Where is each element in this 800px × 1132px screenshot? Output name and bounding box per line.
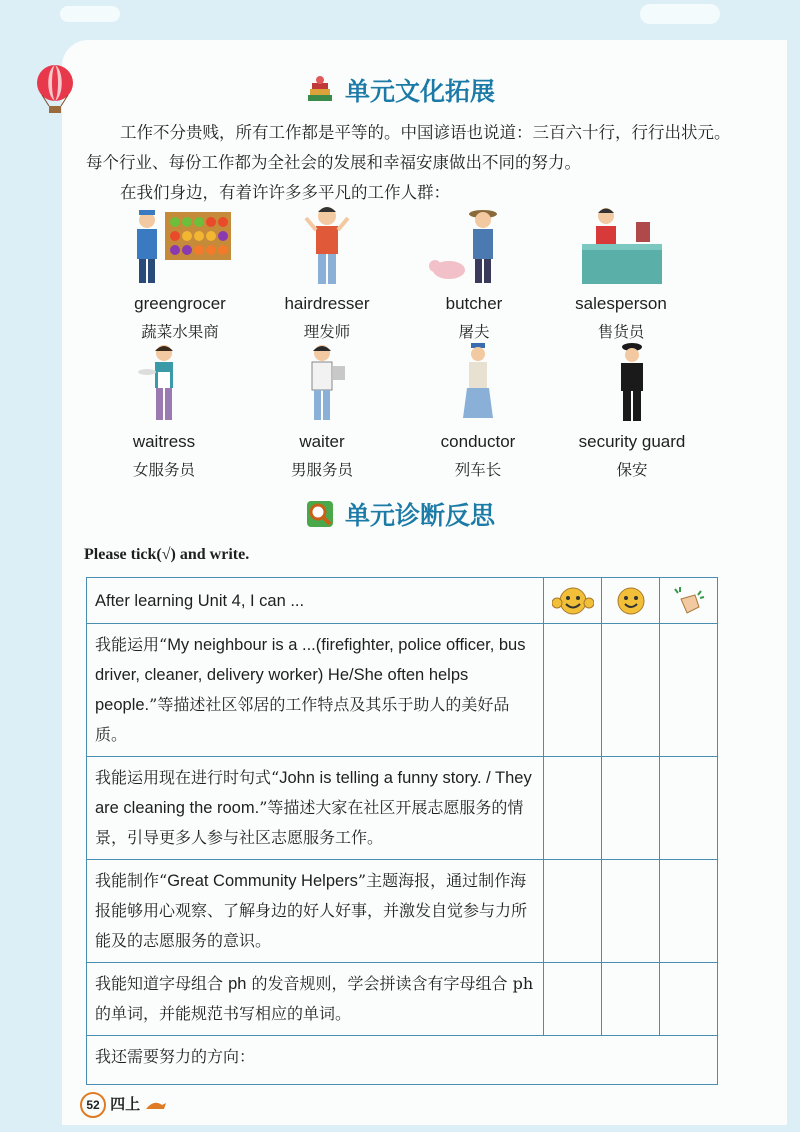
culture-section-title bbox=[0, 72, 800, 108]
table-row bbox=[87, 962, 717, 1035]
improvement-field[interactable] bbox=[87, 1036, 717, 1084]
security-guard-illustration bbox=[577, 342, 687, 424]
improvement-label: 我还需要努力的方向： bbox=[95, 1047, 256, 1066]
fist-cheer-icon bbox=[671, 585, 707, 617]
smiley-icon bbox=[615, 585, 647, 617]
improvement-row bbox=[87, 1035, 717, 1084]
job-conductor bbox=[398, 342, 558, 480]
tick-cell[interactable] bbox=[544, 963, 602, 1035]
intro-paragraph: 工作不分贵贱，所有工作都是平等的。中国谚语也说道：三百六十行，行行出状元。每个行业、每份工作都为全社会的发展和幸福安康做出不同的努力。 bbox=[86, 123, 731, 172]
tick-cell[interactable] bbox=[602, 624, 660, 756]
can-do-statement: 我能运用现在进行时句式“John is telling a funny story. / They are cleaning the room.”等描述大家在社区开展志愿服务的情景，引导更多人参与社区志愿服务工作。 bbox=[87, 757, 544, 859]
butcher-illustration bbox=[419, 204, 529, 286]
can-do-statement: 我能制作“Great Community Helpers”主题海报，通过制作海报能够用心观察、了解身边的好人好事，并激发自觉参与力所能及的志愿服务的意识。 bbox=[87, 860, 544, 962]
job-en-label: waitress bbox=[132, 432, 196, 451]
tick-cell[interactable] bbox=[544, 757, 602, 859]
instruction: Please tick(√) and write. bbox=[84, 546, 250, 563]
tick-cell[interactable] bbox=[660, 624, 717, 756]
tick-cell[interactable] bbox=[602, 963, 660, 1035]
tick-cell[interactable] bbox=[660, 963, 717, 1035]
rating-try-harder-cell bbox=[660, 578, 717, 623]
table-row bbox=[87, 623, 717, 756]
can-do-statement: 我能知道字母组合 ph 的发音规则，学会拼读含有字母组合 ph 的单词，并能规范书写相应的单词。 bbox=[87, 963, 544, 1035]
greengrocer-illustration bbox=[125, 204, 235, 286]
table-row bbox=[87, 756, 717, 859]
tick-cell[interactable] bbox=[544, 624, 602, 756]
header-label: After learning Unit 4, I can ... bbox=[95, 591, 305, 610]
job-zh-label: 屠夫 bbox=[458, 323, 490, 341]
waitress-illustration bbox=[109, 342, 219, 424]
job-en-label: conductor bbox=[440, 432, 516, 451]
self-assessment-table bbox=[86, 577, 718, 1085]
job-security-guard bbox=[552, 342, 712, 480]
thumbs-up-smiley-icon bbox=[552, 585, 594, 617]
job-greengrocer bbox=[100, 204, 260, 342]
grade-label: 四上 bbox=[110, 1095, 141, 1113]
page-footer bbox=[80, 1092, 168, 1118]
job-waiter bbox=[242, 342, 402, 480]
hairdresser-illustration bbox=[272, 204, 382, 286]
job-en-label: hairdresser bbox=[284, 294, 370, 313]
job-en-label: butcher bbox=[445, 294, 503, 313]
waiter-illustration bbox=[267, 342, 377, 424]
job-zh-label: 男服务员 bbox=[290, 461, 353, 479]
tick-cell[interactable] bbox=[660, 757, 717, 859]
tick-cell[interactable] bbox=[602, 757, 660, 859]
rating-excellent-cell bbox=[544, 578, 602, 623]
job-en-label: greengrocer bbox=[134, 294, 226, 313]
job-zh-label: 女服务员 bbox=[132, 461, 195, 479]
culture-title-text: 单元文化拓展 bbox=[344, 77, 495, 106]
table-row bbox=[87, 859, 717, 962]
conductor-illustration bbox=[423, 342, 533, 424]
job-zh-label: 蔬菜水果商 bbox=[141, 323, 219, 341]
job-zh-label: 售货员 bbox=[597, 323, 645, 341]
reflection-section-title bbox=[0, 496, 800, 532]
job-en-label: waiter bbox=[299, 432, 345, 451]
magnifier-icon bbox=[305, 499, 335, 529]
job-zh-label: 保安 bbox=[616, 461, 648, 479]
job-en-label: salesperson bbox=[575, 294, 667, 313]
tick-cell[interactable] bbox=[660, 860, 717, 962]
tick-cell[interactable] bbox=[602, 860, 660, 962]
salesperson-illustration bbox=[566, 204, 676, 286]
book-stack-icon bbox=[305, 75, 335, 105]
job-zh-label: 列车长 bbox=[454, 461, 502, 479]
job-hairdresser bbox=[247, 204, 407, 342]
tick-cell[interactable] bbox=[544, 860, 602, 962]
intro-line: 在我们身边，有着许许多多平凡的工作人群： bbox=[120, 183, 450, 202]
table-header-text bbox=[87, 578, 544, 623]
rating-good-cell bbox=[602, 578, 660, 623]
can-do-statement: 我能运用“My neighbour is a ...(firefighter, police officer, bus driver, cleaner, delivery worker) He/She often helps people.”等描述社区邻居的工作特点及其乐于助人的美好品质。 bbox=[87, 624, 544, 756]
page-number: 52 bbox=[80, 1092, 106, 1118]
reflection-title-text: 单元诊断反思 bbox=[344, 501, 495, 530]
job-waitress bbox=[84, 342, 244, 480]
job-salesperson bbox=[541, 204, 701, 342]
job-zh-label: 理发师 bbox=[303, 323, 351, 341]
bird-icon bbox=[144, 1097, 168, 1113]
table-header-row bbox=[87, 578, 717, 623]
job-en-label: security guard bbox=[578, 432, 686, 451]
job-butcher bbox=[394, 204, 554, 342]
